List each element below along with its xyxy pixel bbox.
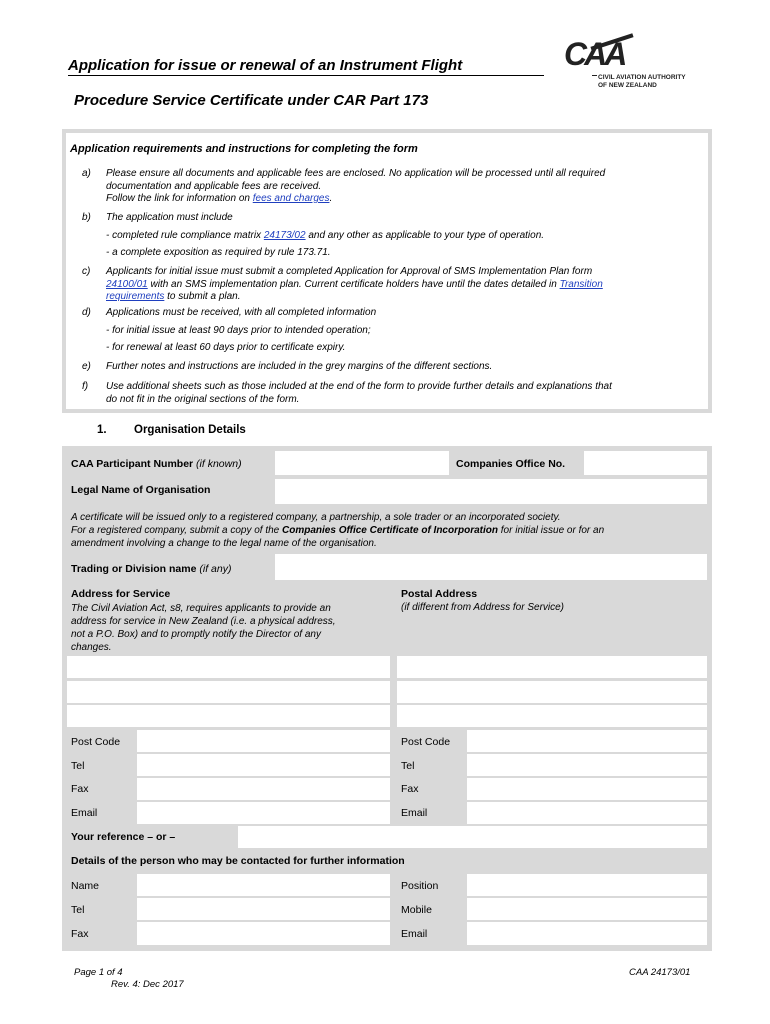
transition-link[interactable]: Transition <box>559 278 603 290</box>
contact-name-input[interactable] <box>137 874 390 896</box>
trading-name-label: Trading or Division name (if any) <box>71 563 232 575</box>
service-address-line-2[interactable] <box>67 681 390 703</box>
logo-mark: CAA <box>564 36 625 72</box>
page-number: Page 1 of 4 <box>74 967 123 978</box>
sms-form-link[interactable]: 24100/01 <box>106 278 148 290</box>
postal-address-label: Postal Address <box>401 588 478 600</box>
section-title: Organisation Details <box>134 424 246 436</box>
logo-subtitle: CIVIL AVIATION AUTHORITY OF NEW ZEALAND <box>598 74 686 89</box>
contact-tel-label: Tel <box>71 904 85 916</box>
fees-and-charges-link[interactable]: fees and charges <box>252 193 330 204</box>
service-postcode-label: Post Code <box>71 736 121 748</box>
instructions-heading: Application requirements and instructions for completing the form <box>70 143 418 155</box>
your-reference-input[interactable] <box>238 826 707 848</box>
postal-address-line-2[interactable] <box>397 681 707 703</box>
contact-mobile-input[interactable] <box>467 898 707 920</box>
companies-office-input[interactable] <box>584 451 707 475</box>
service-email-label: Email <box>71 807 98 819</box>
postal-email-input[interactable] <box>467 802 707 824</box>
contact-mobile-label: Mobile <box>401 904 432 916</box>
contact-email-input[interactable] <box>467 922 707 945</box>
postal-tel-label: Tel <box>401 760 415 772</box>
address-service-label: Address for Service <box>71 588 171 600</box>
postal-postcode-label: Post Code <box>401 736 451 748</box>
legal-name-label: Legal Name of Organisation <box>71 484 211 496</box>
contact-position-label: Position <box>401 880 439 892</box>
service-email-input[interactable] <box>137 802 390 824</box>
postal-address-line-1[interactable] <box>397 656 707 678</box>
trading-name-input[interactable] <box>275 554 707 580</box>
postal-tel-input[interactable] <box>467 754 707 776</box>
postal-address-hint: (if different from Address for Service) <box>401 602 565 613</box>
service-fax-input[interactable] <box>137 778 390 800</box>
service-tel-label: Tel <box>71 760 85 772</box>
form-title-line-2: Procedure Service Certificate under CAR Part 173 <box>74 92 429 109</box>
logo-rule <box>592 75 597 76</box>
revision: Rev. 4: Dec 2017 <box>111 979 184 990</box>
participant-number-input[interactable] <box>275 451 449 475</box>
organisation-details-form <box>62 446 712 951</box>
legal-name-input[interactable] <box>275 479 707 504</box>
postal-fax-label: Fax <box>401 783 419 795</box>
section-number: 1. <box>97 424 107 436</box>
caa-logo <box>562 34 702 92</box>
form-code: CAA 24173/01 <box>629 967 691 978</box>
compliance-matrix-link[interactable]: 24173/02 <box>263 229 306 241</box>
contact-position-input[interactable] <box>467 874 707 896</box>
contact-name-label: Name <box>71 880 100 892</box>
service-tel-input[interactable] <box>137 754 390 776</box>
address-service-note: The Civil Aviation Act, s8, requires applicants to provide an address for service in New Zealand (i.e. a physical address, not a P.O. Box) and to promptly notify the Director of any changes. <box>71 603 336 653</box>
participant-number-label: CAA Participant Number (if known) <box>71 458 242 470</box>
service-address-line-3[interactable] <box>67 705 390 727</box>
postal-fax-input[interactable] <box>467 778 707 800</box>
companies-office-label: Companies Office No. <box>456 458 566 470</box>
form-title-line-1: Application for issue or renewal of an Instrument Flight <box>68 57 544 76</box>
instructions-box: Application requirements and instructions for completing the form a) Please ensure all documents and applicable fees are enclosed. No application will be processed until all required documentation and applicable fees are received. Follow the link for information on fees and charges. b) The application must include - completed rule compliance matrix 24173/02 and any other as applicable to your type of operation. - a complete exposition as required by rule 173.71. c) Applicants for initial issue must submit a completed Application for Approval of SMS Implementation Plan form 24100/01 with an SMS implementation plan. Current certificate holders have until the dates detailed in Transition requirements to submit a plan. d) Applications must be received, with all completed information - for initial issue at least 90 days prior to intended operation; - for renewal at least 60 days prior to certificate expiry. e) Further notes and instructions are included in the grey margins of the different sections. f) Use additional sheets such as those included at the end of the form to provide further details and explanations that do not fit in the original sections of the form. <box>62 129 712 413</box>
contact-fax-label: Fax <box>71 928 89 940</box>
contact-details-heading: Details of the person who may be contacted for further information <box>71 855 405 867</box>
postal-postcode-input[interactable] <box>467 730 707 752</box>
your-reference-label: Your reference – or – <box>71 831 176 843</box>
contact-fax-input[interactable] <box>137 922 390 945</box>
service-postcode-input[interactable] <box>137 730 390 752</box>
service-address-line-1[interactable] <box>67 656 390 678</box>
certificate-note: A certificate will be issued only to a registered company, a partnership, a sole trader or an incorporated society. For a registered company, submit a copy of the Companies Office Certificate of Incorporation for initial issue or for an amendment involving a change to the legal name of the organisation. <box>71 512 605 549</box>
service-fax-label: Fax <box>71 783 89 795</box>
section-heading <box>97 424 246 436</box>
postal-email-label: Email <box>401 807 428 819</box>
postal-address-line-3[interactable] <box>397 705 707 727</box>
transition-requirements-link[interactable]: requirements <box>106 291 165 302</box>
contact-tel-input[interactable] <box>137 898 390 920</box>
contact-email-label: Email <box>401 928 428 940</box>
